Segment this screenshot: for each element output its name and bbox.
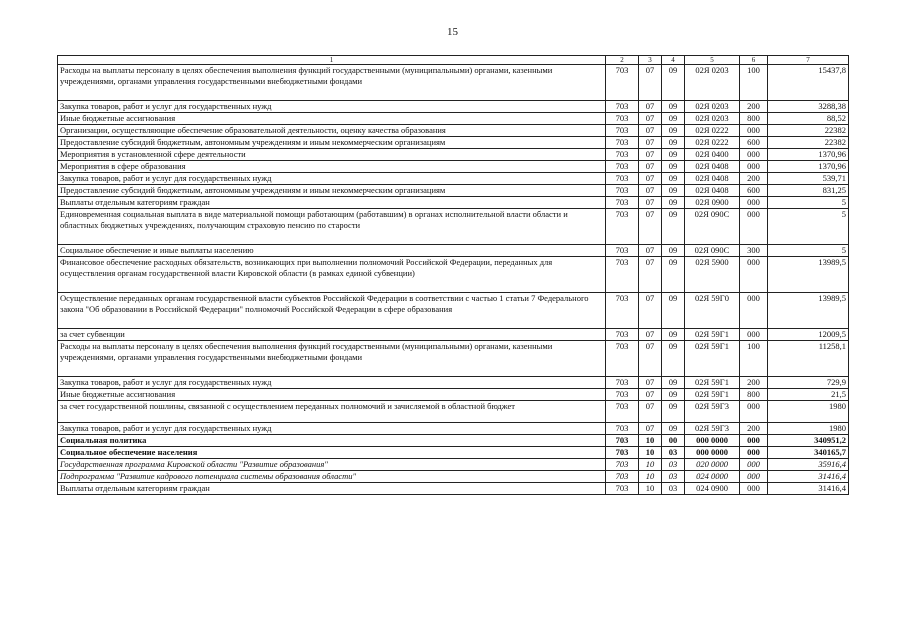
table-row	[58, 293, 849, 329]
row-expense-type: 000	[740, 483, 768, 495]
row-name: Государственная программа Кировской области "Развитие образования"	[58, 459, 606, 471]
row-amount: 5	[768, 209, 849, 245]
row-amount: 340165,7	[768, 447, 849, 459]
table-row	[58, 161, 849, 173]
table-row	[58, 137, 849, 149]
column-header: 2	[606, 56, 639, 65]
row-name: Иные бюджетные ассигнования	[58, 389, 606, 401]
row-section-code: 10	[639, 447, 662, 459]
row-name: Социальная политика	[58, 435, 606, 447]
table-row	[58, 377, 849, 389]
row-amount: 13989,5	[768, 293, 849, 329]
row-name: Предоставление субсидий бюджетным, автономным учреждениям и иным некоммерческим организациям	[58, 185, 606, 197]
row-amount: 31416,4	[768, 471, 849, 483]
row-expense-type: 200	[740, 101, 768, 113]
row-admin-code: 703	[606, 197, 639, 209]
row-expense-type: 000	[740, 209, 768, 245]
table-row	[58, 447, 849, 459]
table-row	[58, 401, 849, 423]
row-amount: 5	[768, 197, 849, 209]
row-name: Социальное обеспечение населения	[58, 447, 606, 459]
row-subsection-code: 09	[662, 125, 685, 137]
row-name: Финансовое обеспечение расходных обязательств, возникающих при выполнении полномочий Российской Федерации, переданных для осуществления органам государственной власти Кировской области (в рамках единой субвенции)	[58, 257, 606, 293]
row-name: Расходы на выплаты персоналу в целях обеспечения выполнения функций государственными (муниципальными) органами, казенными учреждениями, органами управления государственными внебюджетными фондами	[58, 341, 606, 377]
row-subsection-code: 03	[662, 471, 685, 483]
header-row	[58, 56, 849, 65]
row-target-code: 024 0000	[685, 471, 740, 483]
page-number: 15	[447, 26, 458, 38]
table-row	[58, 435, 849, 447]
row-name: Закупка товаров, работ и услуг для государственных нужд	[58, 377, 606, 389]
row-subsection-code: 09	[662, 149, 685, 161]
row-name: Мероприятия в установленной сфере деятельности	[58, 149, 606, 161]
row-amount: 15437,8	[768, 65, 849, 101]
row-name: Организации, осуществляющие обеспечение образовательной деятельности, оценку качества образования	[58, 125, 606, 137]
row-name: Закупка товаров, работ и услуг для государственных нужд	[58, 101, 606, 113]
row-section-code: 07	[639, 341, 662, 377]
row-amount: 12009,5	[768, 329, 849, 341]
table-row	[58, 65, 849, 101]
row-subsection-code: 09	[662, 209, 685, 245]
row-amount: 13989,5	[768, 257, 849, 293]
row-expense-type: 800	[740, 113, 768, 125]
row-target-code: 020 0000	[685, 459, 740, 471]
row-expense-type: 000	[740, 293, 768, 329]
row-admin-code: 703	[606, 185, 639, 197]
row-subsection-code: 09	[662, 173, 685, 185]
row-expense-type: 000	[740, 459, 768, 471]
row-section-code: 10	[639, 435, 662, 447]
table-row	[58, 389, 849, 401]
row-subsection-code: 09	[662, 257, 685, 293]
row-amount: 539,71	[768, 173, 849, 185]
row-expense-type: 800	[740, 389, 768, 401]
row-section-code: 10	[639, 459, 662, 471]
column-header: 3	[639, 56, 662, 65]
table-row	[58, 245, 849, 257]
row-target-code: 02Я 0408	[685, 173, 740, 185]
row-amount: 831,25	[768, 185, 849, 197]
row-admin-code: 703	[606, 113, 639, 125]
row-subsection-code: 09	[662, 423, 685, 435]
row-target-code: 02Я 59Г1	[685, 329, 740, 341]
row-target-code: 02Я 59Г1	[685, 341, 740, 377]
row-expense-type: 000	[740, 447, 768, 459]
row-section-code: 07	[639, 197, 662, 209]
row-admin-code: 703	[606, 125, 639, 137]
row-target-code: 000 0000	[685, 447, 740, 459]
row-section-code: 07	[639, 173, 662, 185]
row-expense-type: 000	[740, 471, 768, 483]
row-subsection-code: 09	[662, 185, 685, 197]
row-subsection-code: 09	[662, 341, 685, 377]
row-subsection-code: 09	[662, 389, 685, 401]
row-subsection-code: 03	[662, 459, 685, 471]
row-admin-code: 703	[606, 65, 639, 101]
row-amount: 5	[768, 245, 849, 257]
row-target-code: 02Я 59Г3	[685, 423, 740, 435]
table-row	[58, 101, 849, 113]
row-admin-code: 703	[606, 161, 639, 173]
table-row	[58, 423, 849, 435]
row-section-code: 07	[639, 245, 662, 257]
column-header: 7	[768, 56, 849, 65]
row-target-code: 02Я 59Г0	[685, 293, 740, 329]
row-name: Предоставление субсидий бюджетным, автономным учреждениям и иным некоммерческим организациям	[58, 137, 606, 149]
table-row	[58, 483, 849, 495]
row-admin-code: 703	[606, 101, 639, 113]
row-target-code: 02Я 0222	[685, 137, 740, 149]
row-name: за счет субвенции	[58, 329, 606, 341]
row-section-code: 07	[639, 161, 662, 173]
column-header: 5	[685, 56, 740, 65]
row-admin-code: 703	[606, 459, 639, 471]
row-target-code: 000 0000	[685, 435, 740, 447]
row-admin-code: 703	[606, 209, 639, 245]
row-subsection-code: 09	[662, 401, 685, 423]
table-row	[58, 173, 849, 185]
row-amount: 31416,4	[768, 483, 849, 495]
row-target-code: 02Я 0408	[685, 185, 740, 197]
table-row	[58, 125, 849, 137]
row-expense-type: 000	[740, 149, 768, 161]
row-admin-code: 703	[606, 471, 639, 483]
row-subsection-code: 00	[662, 435, 685, 447]
row-subsection-code: 09	[662, 65, 685, 101]
row-subsection-code: 09	[662, 329, 685, 341]
row-section-code: 07	[639, 125, 662, 137]
row-name: Выплаты отдельным категориям граждан	[58, 483, 606, 495]
row-target-code: 02Я 0408	[685, 161, 740, 173]
budget-table	[57, 55, 849, 495]
row-expense-type: 600	[740, 137, 768, 149]
table-row	[58, 149, 849, 161]
row-expense-type: 200	[740, 423, 768, 435]
table-row	[58, 341, 849, 377]
row-section-code: 07	[639, 293, 662, 329]
row-name: Закупка товаров, работ и услуг для государственных нужд	[58, 173, 606, 185]
row-amount: 22382	[768, 125, 849, 137]
row-section-code: 10	[639, 471, 662, 483]
row-admin-code: 703	[606, 149, 639, 161]
table-row	[58, 209, 849, 245]
row-expense-type: 100	[740, 341, 768, 377]
row-admin-code: 703	[606, 401, 639, 423]
row-target-code: 02Я 0203	[685, 65, 740, 101]
row-amount: 3288,38	[768, 101, 849, 113]
row-subsection-code: 09	[662, 113, 685, 125]
row-section-code: 07	[639, 329, 662, 341]
row-section-code: 07	[639, 257, 662, 293]
row-section-code: 07	[639, 423, 662, 435]
column-header: 6	[740, 56, 768, 65]
row-subsection-code: 09	[662, 197, 685, 209]
row-expense-type: 000	[740, 161, 768, 173]
row-subsection-code: 09	[662, 137, 685, 149]
row-admin-code: 703	[606, 423, 639, 435]
row-admin-code: 703	[606, 293, 639, 329]
row-expense-type: 200	[740, 377, 768, 389]
table-row	[58, 113, 849, 125]
table-row	[58, 197, 849, 209]
row-target-code: 02Я 0222	[685, 125, 740, 137]
row-admin-code: 703	[606, 435, 639, 447]
row-expense-type: 300	[740, 245, 768, 257]
row-subsection-code: 09	[662, 245, 685, 257]
row-expense-type: 200	[740, 173, 768, 185]
row-subsection-code: 09	[662, 161, 685, 173]
row-admin-code: 703	[606, 447, 639, 459]
row-admin-code: 703	[606, 329, 639, 341]
row-target-code: 02Я 0203	[685, 113, 740, 125]
row-section-code: 07	[639, 209, 662, 245]
row-amount: 11258,1	[768, 341, 849, 377]
row-section-code: 07	[639, 65, 662, 101]
row-target-code: 024 0900	[685, 483, 740, 495]
row-section-code: 07	[639, 185, 662, 197]
row-name: Выплаты отдельным категориям граждан	[58, 197, 606, 209]
row-target-code: 02Я 59Г1	[685, 389, 740, 401]
row-section-code: 07	[639, 149, 662, 161]
row-name: Иные бюджетные ассигнования	[58, 113, 606, 125]
row-expense-type: 000	[740, 401, 768, 423]
row-admin-code: 703	[606, 173, 639, 185]
row-name: Социальное обеспечение и иные выплаты населению	[58, 245, 606, 257]
row-expense-type: 000	[740, 197, 768, 209]
row-admin-code: 703	[606, 377, 639, 389]
table-row	[58, 471, 849, 483]
row-subsection-code: 09	[662, 377, 685, 389]
row-target-code: 02Я 0400	[685, 149, 740, 161]
row-admin-code: 703	[606, 483, 639, 495]
row-amount: 1980	[768, 423, 849, 435]
row-admin-code: 703	[606, 137, 639, 149]
row-target-code: 02Я 090С	[685, 209, 740, 245]
row-expense-type: 100	[740, 65, 768, 101]
row-name: Подпрограмма "Развитие кадрового потенциала системы образования области"	[58, 471, 606, 483]
row-subsection-code: 09	[662, 293, 685, 329]
row-expense-type: 000	[740, 435, 768, 447]
column-header: 4	[662, 56, 685, 65]
row-name: Единовременная социальная выплата в виде материальной помощи работающим (работавшим) в органах исполнительной власти области и областных бюджетных учреждениях, получающим страховую пенсию по старости	[58, 209, 606, 245]
row-expense-type: 000	[740, 257, 768, 293]
row-expense-type: 600	[740, 185, 768, 197]
row-target-code: 02Я 0900	[685, 197, 740, 209]
row-section-code: 07	[639, 137, 662, 149]
row-amount: 1980	[768, 401, 849, 423]
row-section-code: 07	[639, 401, 662, 423]
row-amount: 1370,96	[768, 149, 849, 161]
row-section-code: 07	[639, 389, 662, 401]
row-admin-code: 703	[606, 245, 639, 257]
row-name: Расходы на выплаты персоналу в целях обеспечения выполнения функций государственными (муниципальными) органами, казенными учреждениями, органами управления государственными внебюджетными фондами	[58, 65, 606, 101]
row-expense-type: 000	[740, 125, 768, 137]
row-target-code: 02Я 5900	[685, 257, 740, 293]
table-row	[58, 185, 849, 197]
row-target-code: 02Я 090С	[685, 245, 740, 257]
row-amount: 21,5	[768, 389, 849, 401]
row-section-code: 07	[639, 101, 662, 113]
row-section-code: 10	[639, 483, 662, 495]
row-name: Мероприятия в сфере образования	[58, 161, 606, 173]
row-amount: 35916,4	[768, 459, 849, 471]
row-name: Закупка товаров, работ и услуг для государственных нужд	[58, 423, 606, 435]
row-target-code: 02Я 59Г1	[685, 377, 740, 389]
column-header: 1	[58, 56, 606, 65]
table-row	[58, 329, 849, 341]
row-name: за счет государственной пошлины, связанной с осуществлением переданных полномочий и зачисляемой в областной бюджет	[58, 401, 606, 423]
row-target-code: 02Я 59Г3	[685, 401, 740, 423]
row-section-code: 07	[639, 113, 662, 125]
row-admin-code: 703	[606, 257, 639, 293]
row-subsection-code: 03	[662, 483, 685, 495]
row-target-code: 02Я 0203	[685, 101, 740, 113]
row-section-code: 07	[639, 377, 662, 389]
row-subsection-code: 03	[662, 447, 685, 459]
row-expense-type: 000	[740, 329, 768, 341]
row-name: Осуществление переданных органам государственной власти субъектов Российской Федерации в соответствии с частью 1 статьи 7 Федерального закона "Об образовании в Российской Федерации" полномочий Российской Федерации в сфере образования	[58, 293, 606, 329]
row-amount: 340951,2	[768, 435, 849, 447]
row-amount: 1370,96	[768, 161, 849, 173]
row-amount: 22382	[768, 137, 849, 149]
row-admin-code: 703	[606, 341, 639, 377]
row-subsection-code: 09	[662, 101, 685, 113]
row-amount: 88,52	[768, 113, 849, 125]
row-admin-code: 703	[606, 389, 639, 401]
table-row	[58, 459, 849, 471]
table-row	[58, 257, 849, 293]
row-amount: 729,9	[768, 377, 849, 389]
